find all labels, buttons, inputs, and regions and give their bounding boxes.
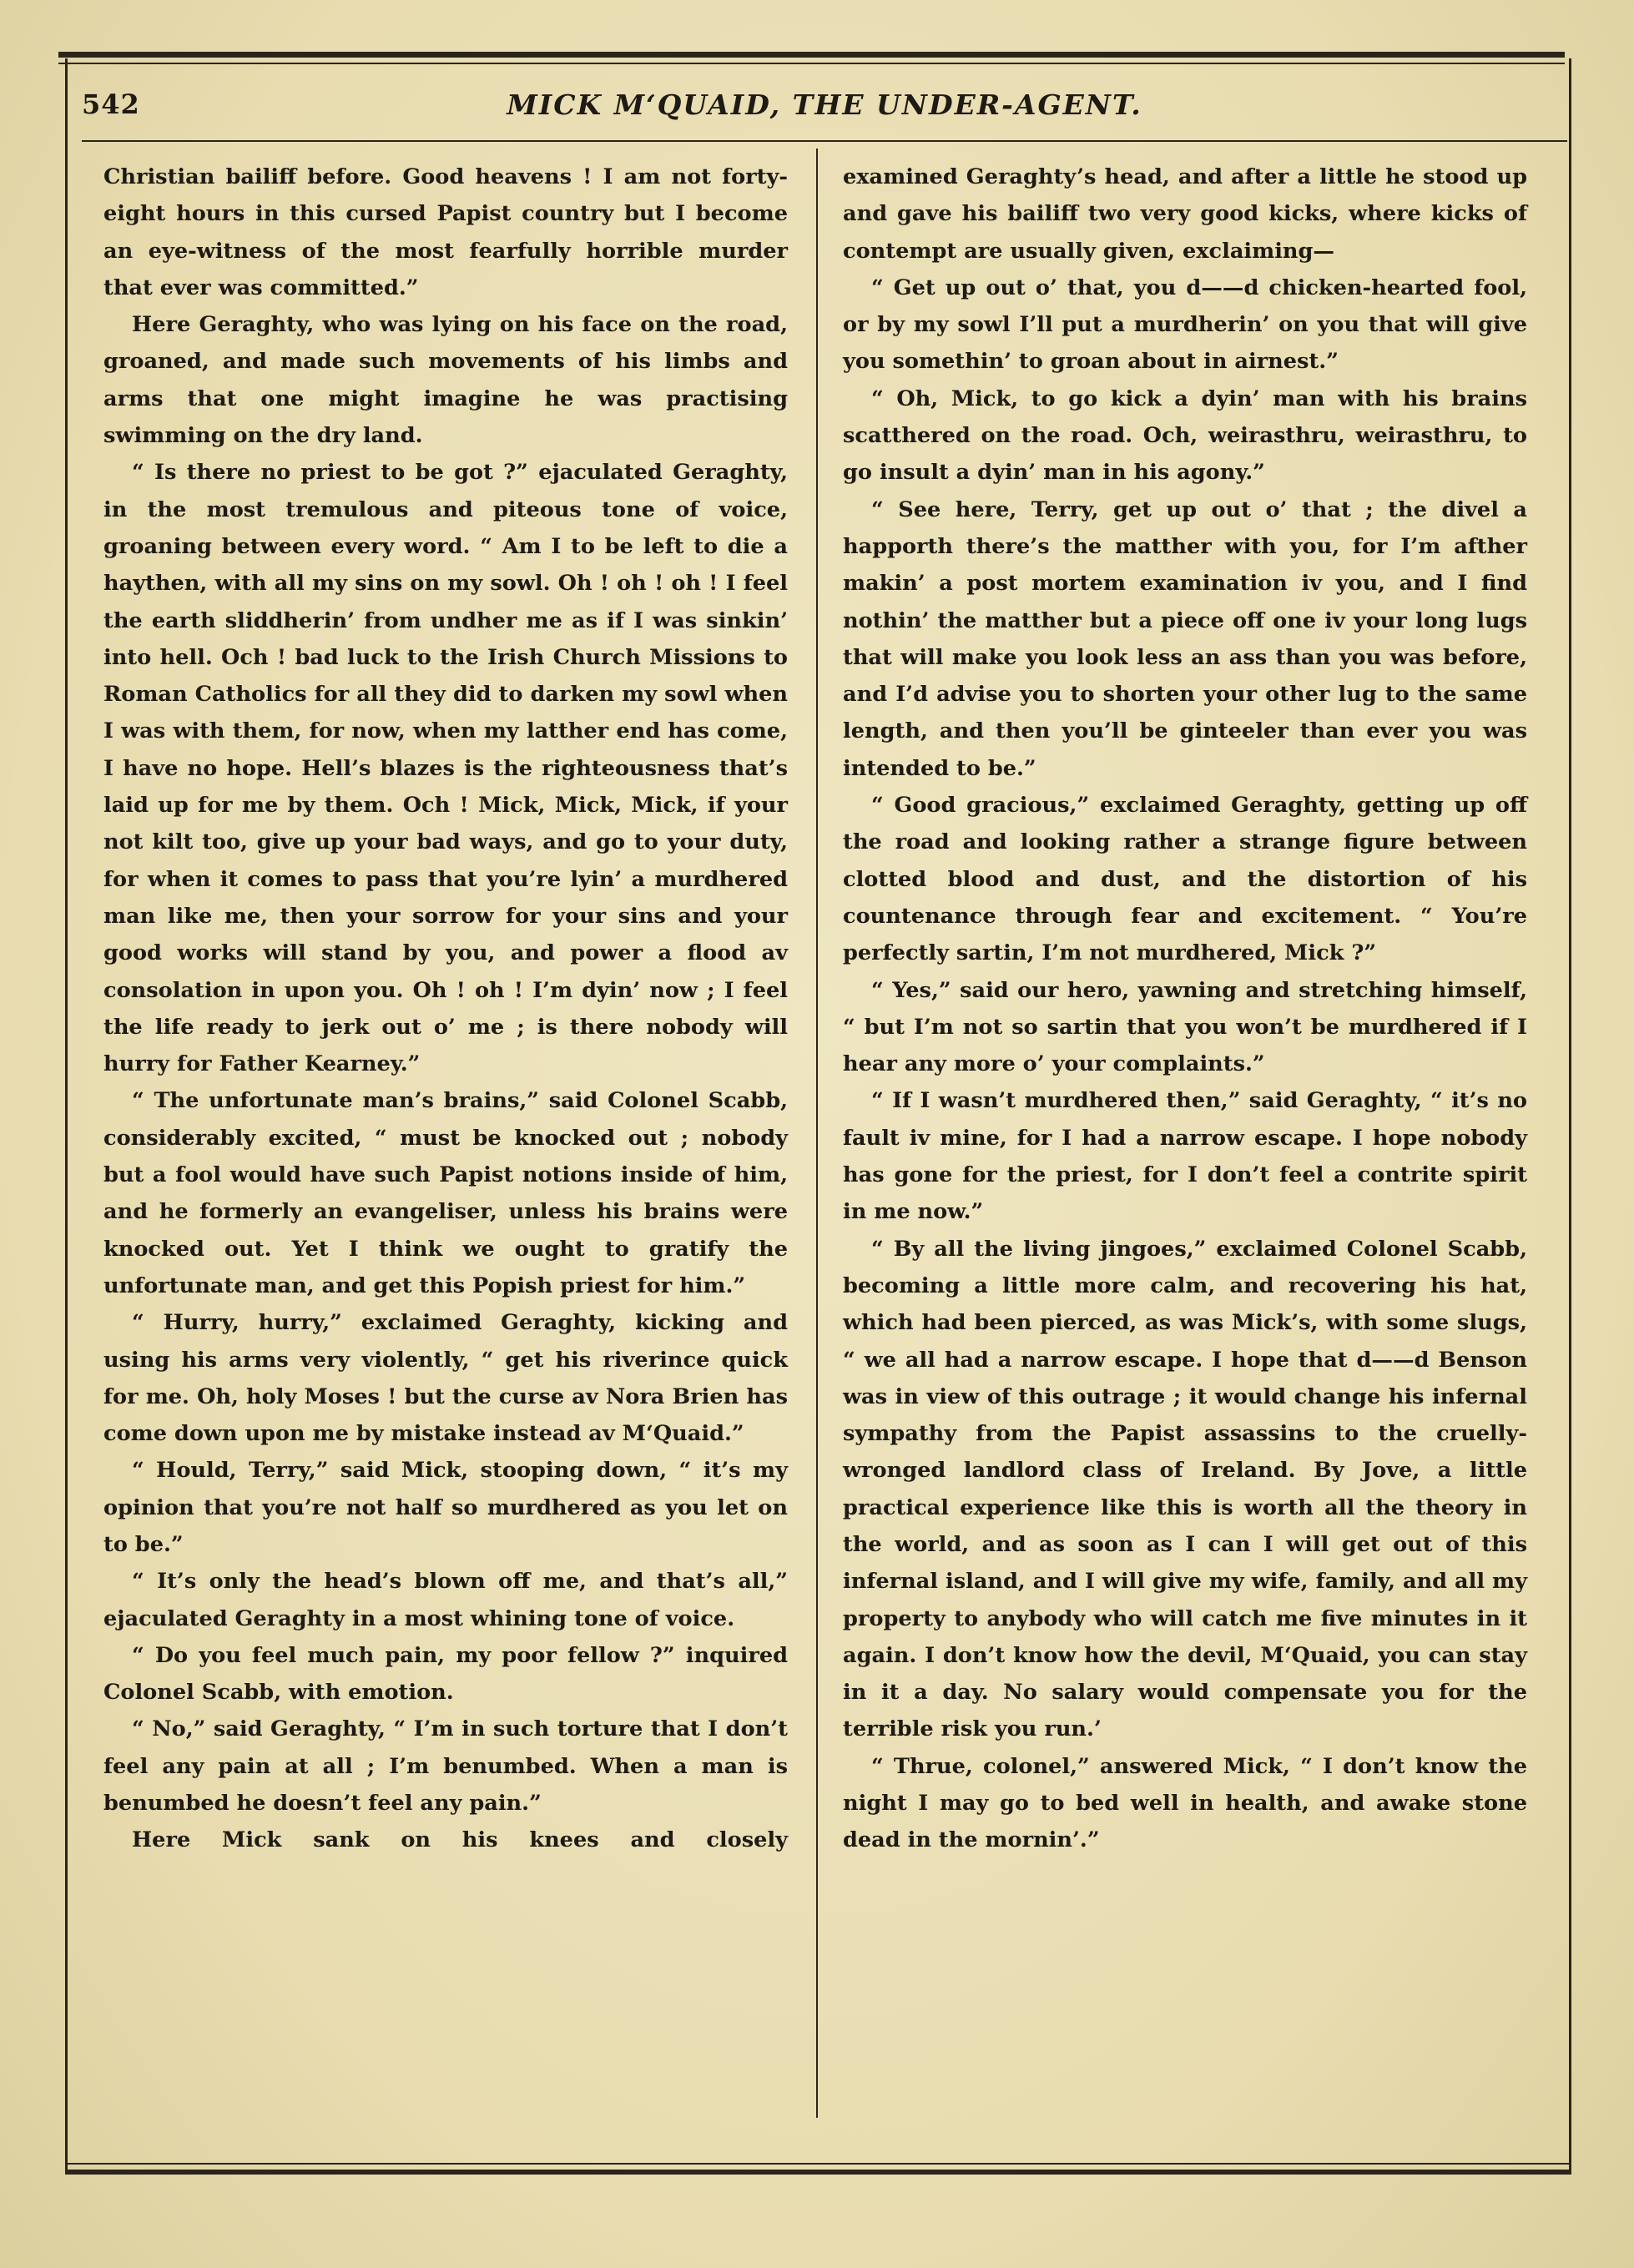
bottom-rule-thick: [65, 2170, 1571, 2175]
top-rule-thick: [58, 52, 1565, 58]
top-rule-thin: [58, 63, 1565, 64]
paragraph: Christian bailiff before. Good heavens ! I am not forty-eight hours in this cursed Papist country but I become an eye-witness of the most fearfully horrible murder that ever was committed.”: [103, 164, 788, 300]
bottom-rule-thin: [65, 2163, 1571, 2165]
column-divider: [816, 149, 818, 2118]
paragraph: “ By all the living jingoes,” exclaimed Colonel Scabb, becoming a little more calm, and recovering his hat, which had been pierced, as was Mick’s, with some slugs, “ we all had a narrow escape. I hope that d——d Benson was in view of this outrage ; it would change his infernal sympathy from the Papist assassins to the cruelly-wronged landlord class of Ireland. By Jove, a little practical experience like this is worth all the theory in the world, and as soon as I can I will get out of this infernal island, and I will give my wife, family, and all my property to anybody who will catch me five minutes in it again. I don’t know how the devil, M‘Quaid, you can stay in it a day. No salary would compensate you for the terrible risk you run.’: [843, 1236, 1527, 1742]
paragraph: “ Hould, Terry,” said Mick, stooping down, “ it’s my opinion that you’re not half so murdhered as you let on to be.”: [103, 1458, 788, 1557]
page-header: [82, 88, 1567, 130]
running-head: MICK M‘QUAID, THE UNDER-AGENT.: [507, 88, 1142, 121]
paragraph: “ Good gracious,” exclaimed Geraghty, getting up off the road and looking rather a strange figure between clotted blood and dust, and the distortion of his countenance through fear and excitement. “ You’re perfectly sartin, I’m not murdhered, Mick ?”: [843, 793, 1527, 966]
paragraph: “ The unfortunate man’s brains,” said Colonel Scabb, considerably excited, “ must be knocked out ; nobody but a fool would have such Papist notions inside of him, and he formerly an evangeliser, unless his brains were knocked out. Yet I think we ought to gratify the unfortunate man, and get this Popish priest for him.”: [103, 1088, 788, 1298]
right-border-rule: [1569, 58, 1571, 2170]
paragraph: Here Mick sank on his knees and closely: [132, 1827, 788, 1853]
paragraph: “ Oh, Mick, to go kick a dyin’ man with his brains scatthered on the road. Och, weirasthru, weirasthru, to go insult a dyin’ man in his agony.”: [843, 386, 1527, 486]
paragraph: Here Geraghty, who was lying on his face on the road, groaned, and made such movements of his limbs and arms that one might imagine he was practising swimming on the dry land.: [103, 312, 788, 449]
left-border-rule: [65, 58, 68, 2170]
paragraph: examined Geraghty’s head, and after a little he stood up and gave his bailiff two very good kicks, where kicks of contempt are usually given, exclaiming—: [843, 164, 1527, 264]
paragraph: “ Is there no priest to be got ?” ejaculated Geraghty, in the most tremulous and piteous tone of voice, groaning between every word. “ Am I to be left to die a haythen, with all my sins on my sowl. Oh ! oh ! oh ! I feel the earth sliddherin’ from undher me as if I was sinkin’ into hell. Och ! bad luck to the Irish Church Missions to Roman Catholics for all they did to darken my sowl when I was with them, for now, when my latther end has come, I have no hope. Hell’s blazes is the righteousness that’s laid up for me by them. Och ! Mick, Mick, Mick, if your not kilt too, give up your bad ways, and go to your duty, for when it comes to pass that you’re lyin’ a murdhered man like me, then your sorrow for your sins and your good works will stand by you, and power a flood av consolation in upon you. Oh ! oh ! I’m dyin’ now ; I feel the life ready to jerk out o’ me ; is there nobody will hurry for Father Kearney.”: [103, 460, 788, 1077]
paragraph: “ Yes,” said our hero, yawning and stretching himself, “ but I’m not so sartin that you won’t be murdhered if I hear any more o’ your complaints.”: [843, 977, 1527, 1077]
header-rule: [82, 140, 1567, 142]
page-number: 542: [82, 88, 140, 120]
paragraph: “ No,” said Geraghty, “ I’m in such torture that I don’t feel any pain at all ; I’m benumbed. When a man is benumbed he doesn’t feel any pain.”: [103, 1716, 788, 1817]
right-column: [843, 159, 1527, 1859]
paragraph: “ Do you feel much pain, my poor fellow ?” inquired Colonel Scabb, with emotion.: [103, 1642, 788, 1706]
paragraph: “ If I wasn’t murdhered then,” said Geraghty, “ it’s no fault iv mine, for I had a narrow escape. I hope nobody has gone for the priest, for I don’t feel a contrite spirit in me now.”: [843, 1088, 1527, 1225]
left-column: [103, 159, 788, 1859]
paragraph: “ Thrue, colonel,” answered Mick, “ I don’t know the night I may go to bed well in health, and awake stone dead in the mornin’.”: [843, 1753, 1527, 1853]
paragraph: “ Get up out o’ that, you d——d chicken-hearted fool, or by my sowl I’ll put a murdherin’ on you that will give you somethin’ to groan about in airnest.”: [843, 275, 1527, 375]
paragraph: “ Hurry, hurry,” exclaimed Geraghty, kicking and using his arms very violently, “ get his riverince quick for me. Oh, holy Moses ! but the curse av Nora Brien has come down upon me by mistake instead av M‘Quaid.”: [103, 1310, 788, 1447]
paragraph: “ See here, Terry, get up out o’ that ; the divel a happorth there’s the matther with you, for I’m afther makin’ a post mortem examination iv you, and I find nothin’ the matther but a piece off one iv your long lugs that will make you look less an ass than you was before, and I’d advise you to shorten your other lug to the same length, and then you’ll be ginteeler than ever you was intended to be.”: [843, 496, 1527, 781]
paragraph: “ It’s only the head’s blown off me, and that’s all,” ejaculated Geraghty in a most whining tone of voice.: [103, 1569, 788, 1631]
